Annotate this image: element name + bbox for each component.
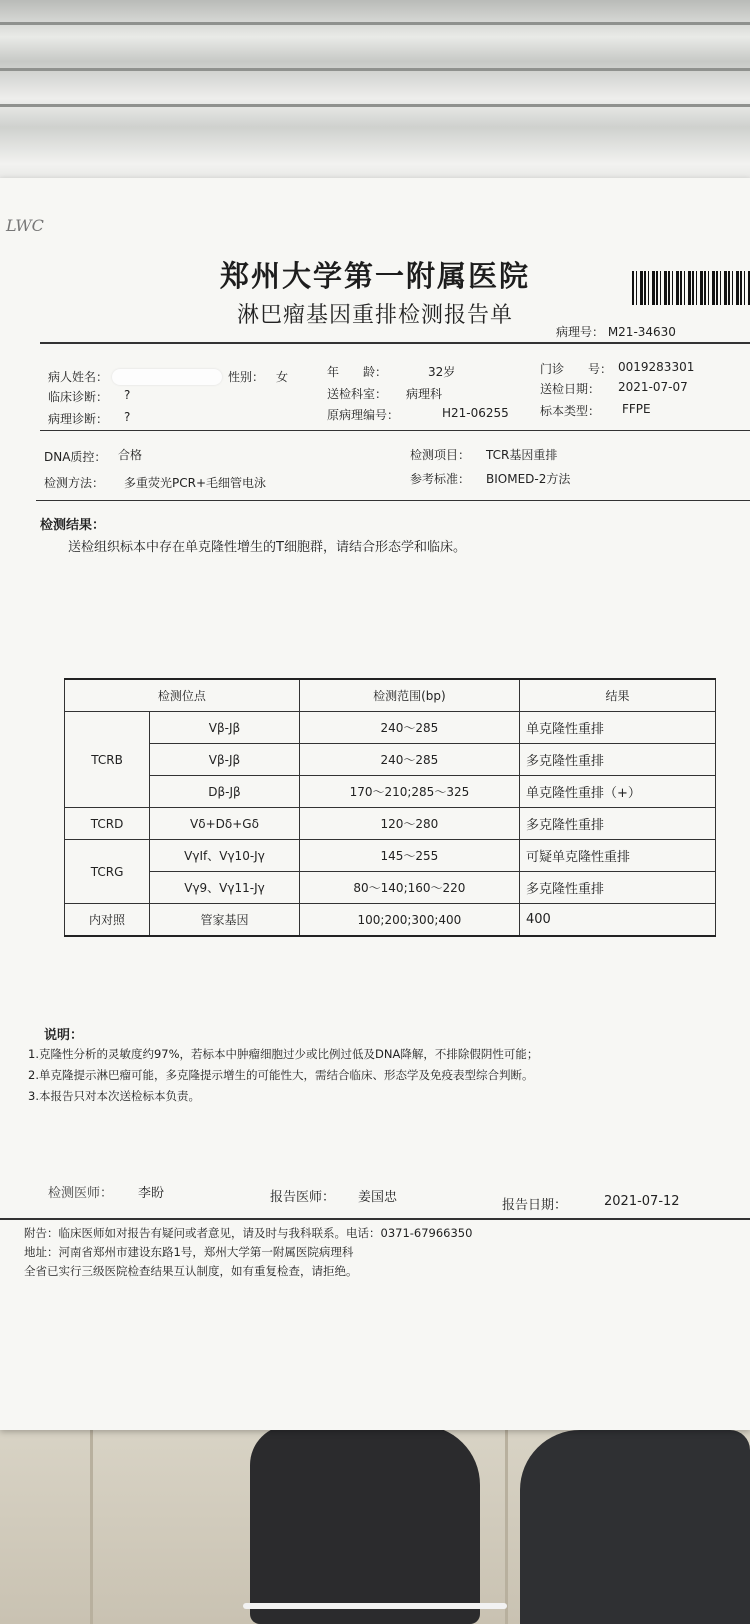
hospital-name: 郑州大学第一附属医院 [219, 259, 530, 293]
orig-path-value: H21-06255 [442, 406, 509, 420]
table-header-row [65, 679, 716, 712]
dna-qc-value: 合格 [118, 448, 143, 462]
group-tcrd: TCRD [65, 808, 150, 840]
table-row [65, 840, 716, 872]
floor-tile-seam [505, 1420, 508, 1624]
dept-value: 病理科 [406, 387, 443, 401]
shoe-left [250, 1425, 480, 1624]
row-result: 单克隆性重排 [519, 712, 715, 744]
clinical-diagnosis-value: ? [124, 388, 131, 402]
report-doctor-name: 姜国忠 [358, 1190, 398, 1205]
footer-line: 全省已实行三级医院检查结果互认制度，如有重复检查，请拒绝。 [24, 1264, 358, 1278]
path-diagnosis-label: 病理诊断： [48, 412, 109, 426]
row-range: 100;200;300;400 [299, 904, 519, 937]
handwritten-note: LWC [6, 216, 44, 235]
qc-divider [36, 500, 750, 501]
row-site: Vβ-Jβ [150, 712, 300, 744]
header-result: 结果 [519, 679, 715, 712]
report-doctor-label: 报告医师： [270, 1190, 336, 1205]
report-title: 淋巴瘤基因重排检测报告单 [236, 303, 513, 328]
patient-name-label: 病人姓名： [48, 370, 109, 384]
group-tcrb: TCRB [65, 712, 150, 808]
sample-type-label: 标本类型： [540, 404, 601, 418]
result-text: 送检组织标本中存在单克隆性增生的T细胞群，请结合形态学和临床。 [68, 540, 466, 555]
submit-date-label: 送检日期： [540, 382, 601, 396]
row-result: 多克隆性重排 [519, 744, 715, 776]
row-site: Vβ-Jβ [150, 744, 300, 776]
table-row [65, 872, 716, 904]
test-doctor-label: 检测医师： [48, 1186, 114, 1201]
rail-edge [0, 22, 750, 25]
header-site: 检测位点 [65, 679, 300, 712]
clinic-number: 0019283301 [618, 360, 695, 374]
footer-line: 地址：河南省郑州市建设东路1号，郑州大学第一附属医院病理科 [24, 1245, 354, 1259]
notes-title: 说明： [44, 1028, 84, 1043]
gender-value: 女 [276, 370, 289, 384]
header-divider [40, 342, 750, 344]
row-range: 240～285 [299, 744, 519, 776]
home-indicator[interactable] [243, 1603, 507, 1609]
rail-edge [0, 104, 750, 107]
row-site: Vδ+Dδ+Gδ [150, 808, 300, 840]
row-result: 可疑单克隆性重排 [519, 840, 715, 872]
row-site: Vγ9、Vγ11-Jγ [150, 872, 300, 904]
table-row [65, 808, 716, 840]
sample-type-value: FFPE [622, 402, 651, 416]
redacted-name [112, 369, 222, 385]
dna-qc-label: DNA质控： [44, 450, 107, 464]
group-tcrg: TCRG [65, 840, 150, 904]
row-site: VγIf、Vγ10-Jγ [150, 840, 300, 872]
info-divider [40, 430, 750, 431]
dept-label: 送检科室： [327, 387, 388, 401]
test-item-value: TCR基因重排 [486, 448, 558, 462]
row-range: 80～140;160～220 [299, 872, 519, 904]
row-range: 240～285 [299, 712, 519, 744]
group-internal-control: 内对照 [65, 904, 150, 937]
standard-value: BIOMED-2方法 [486, 472, 571, 486]
row-range: 145～255 [299, 840, 519, 872]
note-item: 1.克隆性分析的灵敏度约97%，若标本中肿瘤细胞过少或比例过低及DNA降解，不排除假阴性可能； [28, 1047, 539, 1061]
rearrangement-table [64, 678, 716, 937]
gender-label: 性别： [228, 370, 265, 384]
pathology-number: 病理号： M21-34630 [556, 325, 676, 339]
table-row [65, 904, 716, 937]
clinical-diagnosis-label: 临床诊断： [48, 390, 109, 404]
shoe-right [520, 1430, 750, 1624]
orig-path-label: 原病理编号： [327, 408, 400, 422]
row-site: 管家基因 [150, 904, 300, 937]
rail-edge [0, 68, 750, 71]
clinic-label: 门诊 号： [540, 362, 613, 376]
report-date-value: 2021-07-12 [604, 1194, 680, 1209]
row-result: 多克隆性重排 [519, 872, 715, 904]
test-doctor-name: 李盼 [138, 1186, 165, 1201]
footer-line: 附告：临床医师如对报告有疑问或者意见，请及时与我科联系。电话：0371-67966350 [24, 1226, 473, 1240]
report-paper [0, 178, 750, 1430]
row-result: 单克隆性重排（+） [519, 776, 715, 808]
footer-notes [24, 1224, 472, 1281]
path-diagnosis-value: ? [124, 410, 131, 424]
header-range: 检测范围(bp) [299, 679, 519, 712]
standard-label: 参考标准： [410, 472, 471, 486]
window-rail-background [0, 0, 750, 205]
result-title: 检测结果： [40, 518, 106, 533]
report-date-label: 报告日期： [502, 1198, 568, 1213]
method-value: 多重荧光PCR+毛细管电泳 [124, 476, 267, 490]
row-site: Dβ-Jβ [150, 776, 300, 808]
note-item: 2.单克隆提示淋巴瘤可能，多克隆提示增生的可能性大，需结合临床、形态学及免疫表型综合判断。 [28, 1068, 534, 1082]
method-label: 检测方法： [44, 476, 105, 490]
floor-tile-seam [90, 1420, 93, 1624]
barcode [632, 271, 750, 305]
row-result: 400 [519, 904, 715, 937]
footer-divider [0, 1218, 750, 1220]
table-row [65, 776, 716, 808]
submit-date-value: 2021-07-07 [618, 380, 688, 394]
row-range: 170～210;285～325 [299, 776, 519, 808]
test-item-label: 检测项目： [410, 448, 471, 462]
row-result: 多克隆性重排 [519, 808, 715, 840]
age-label: 年 龄： [327, 365, 388, 379]
age-value: 32岁 [428, 365, 456, 379]
note-item: 3.本报告只对本次送检标本负责。 [28, 1089, 200, 1103]
row-range: 120～280 [299, 808, 519, 840]
table-row [65, 712, 716, 744]
notes-list [28, 1044, 538, 1107]
table-row [65, 744, 716, 776]
